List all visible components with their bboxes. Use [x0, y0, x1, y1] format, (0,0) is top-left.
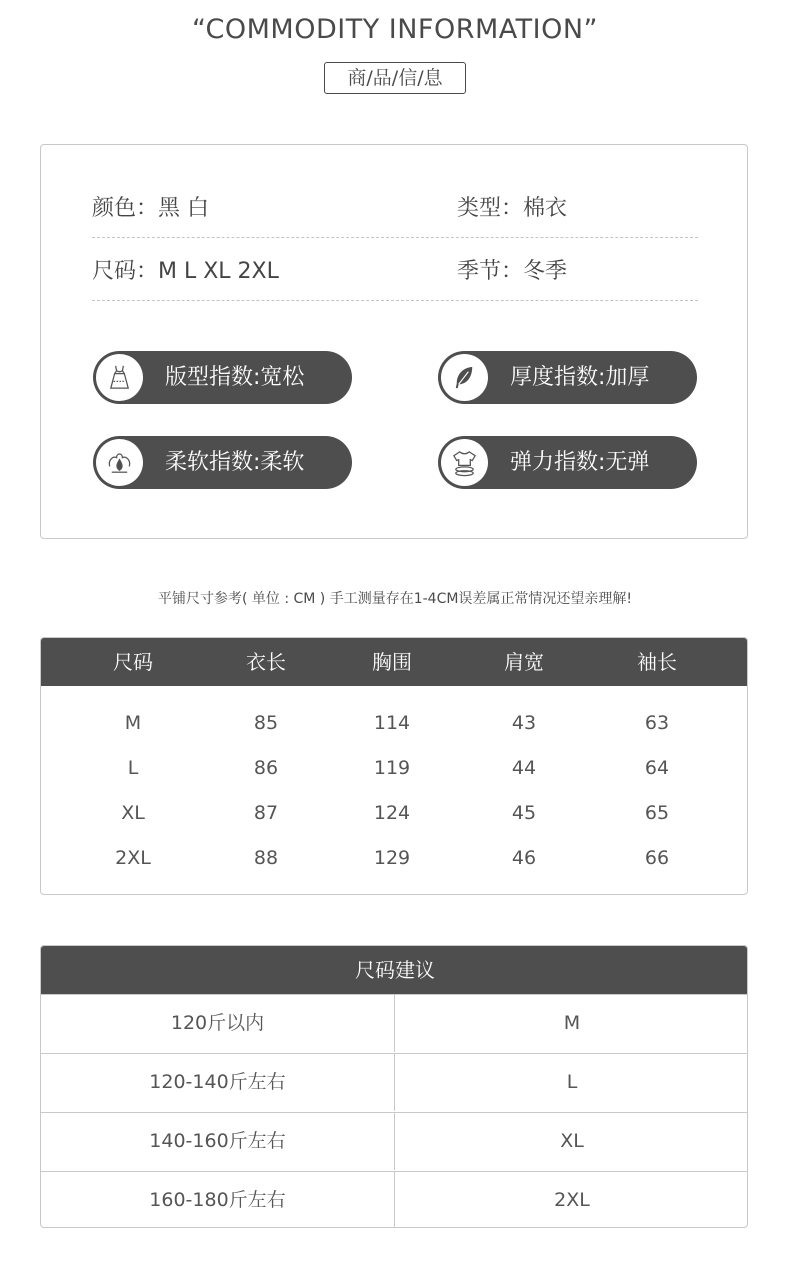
flower-drop-icon [96, 439, 143, 486]
table-row [41, 994, 748, 1052]
attr-color: 颜色：黑 白 [92, 196, 210, 221]
thickness-index-pill [438, 351, 697, 404]
weight-cell: 140-160斤左右 [41, 1113, 395, 1170]
page-title: “COMMODITY INFORMATION” [191, 14, 599, 45]
cell-chest: 124 [373, 802, 411, 824]
weight-cell: 120-140斤左右 [41, 1054, 395, 1111]
size-table [40, 637, 748, 895]
cell-shoulder: 43 [511, 712, 537, 734]
size-cell: L [566, 1071, 578, 1093]
col-shoulder: 肩宽 [504, 650, 544, 674]
cell-length: 88 [253, 847, 279, 869]
table-row [41, 1053, 748, 1111]
feather-icon [441, 354, 488, 401]
table-row [41, 791, 748, 836]
cell-shoulder: 45 [511, 802, 537, 824]
cell-sleeve: 63 [644, 712, 670, 734]
elasticity-index-label: 弹力指数:无弹 [510, 450, 650, 475]
attr-type: 类型：棉衣 [457, 196, 568, 221]
recommendation-title: 尺码建议 [41, 946, 748, 994]
softness-index-label: 柔软指数:柔软 [165, 450, 305, 475]
size-cell: XL [560, 1130, 584, 1152]
thickness-index-label: 厚度指数:加厚 [510, 365, 650, 390]
cell-chest: 129 [373, 847, 411, 869]
table-row [41, 836, 748, 881]
commodity-info-card [40, 144, 748, 539]
attr-row-2 [92, 238, 698, 301]
cell-length: 85 [253, 712, 279, 734]
cell-sleeve: 66 [644, 847, 670, 869]
weight-cell: 120斤以内 [41, 995, 395, 1052]
cell-size: XL [121, 802, 145, 824]
table-row [41, 746, 748, 791]
attr-row-1 [92, 175, 698, 238]
size-cell: M [563, 1012, 581, 1034]
col-length: 衣长 [246, 650, 286, 674]
cell-shoulder: 46 [511, 847, 537, 869]
measure-note: 平铺尺寸参考( 单位 : CM ) 手工测量存在1-4CM误差属正常情况还望亲理解! [157, 591, 633, 607]
cell-sleeve: 64 [644, 757, 670, 779]
size-table-header [41, 638, 748, 686]
dress-icon [96, 354, 143, 401]
cell-size: M [124, 712, 142, 734]
page-subtitle: 商/品/信/息 [324, 62, 466, 94]
cell-size: L [127, 757, 139, 779]
table-row [41, 701, 748, 746]
cell-length: 86 [253, 757, 279, 779]
size-cell: 2XL [554, 1189, 590, 1211]
tshirt-icon [441, 439, 488, 486]
table-row [41, 1112, 748, 1170]
cell-length: 87 [253, 802, 279, 824]
col-sleeve: 袖长 [637, 650, 677, 674]
col-size: 尺码 [113, 650, 153, 674]
cell-shoulder: 44 [511, 757, 537, 779]
weight-cell: 160-180斤左右 [41, 1172, 395, 1228]
attr-size: 尺码：M L XL 2XL [92, 259, 279, 284]
cell-chest: 114 [373, 712, 411, 734]
fit-index-pill [93, 351, 352, 404]
cell-chest: 119 [373, 757, 411, 779]
table-row [41, 1171, 748, 1228]
size-recommendation-table [40, 945, 748, 1228]
cell-sleeve: 65 [644, 802, 670, 824]
fit-index-label: 版型指数:宽松 [165, 365, 305, 390]
col-chest: 胸围 [372, 650, 412, 674]
cell-size: 2XL [115, 847, 151, 869]
elasticity-index-pill [438, 436, 697, 489]
softness-index-pill [93, 436, 352, 489]
attr-season: 季节：冬季 [457, 259, 568, 284]
